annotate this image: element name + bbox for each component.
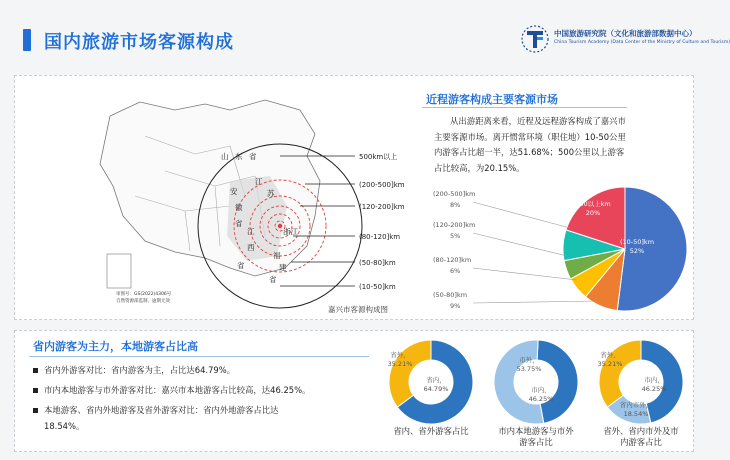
donut-slice-value: 53.75%	[516, 365, 542, 373]
title-divider	[29, 356, 369, 357]
bullet-text: 省内外游客对比：省内游客为主，占比达64.79%。	[44, 365, 236, 375]
province-label: 省	[249, 152, 257, 161]
cta-logo-icon	[520, 22, 550, 54]
donut-slice-value: 35.21%	[597, 360, 623, 368]
donut-slice-value: 64.79%	[423, 385, 449, 393]
ring-label: (200-500]km	[359, 181, 405, 189]
pie-leader-line	[473, 268, 577, 280]
donut-caption: 市内本地游客与市外游客占比	[498, 426, 574, 447]
bullet-item	[33, 402, 279, 418]
country-outline	[100, 100, 320, 276]
donut-slice-label: 省内市外，	[619, 401, 653, 409]
province-label: 省	[269, 275, 277, 284]
city-donut-chart	[491, 337, 581, 427]
section-title-distance: 近程游客构成主要客源市场	[426, 93, 558, 106]
jiaxing-marker	[278, 224, 282, 228]
province-label: 建	[279, 263, 287, 272]
province-label: 山	[221, 152, 229, 161]
province-label: 江	[247, 227, 255, 236]
province-label: 东	[235, 152, 243, 161]
province-label: 省	[237, 261, 245, 270]
donut-caption: 省内、省外游客占比	[393, 426, 469, 436]
donut-slice-label: 市外，	[519, 356, 539, 364]
page-title: 国内旅游市场客源构成	[44, 32, 234, 53]
province-label: 省	[235, 219, 243, 228]
distance-paragraph: 从出游距离来看，近程及远程游客构成了嘉兴市主要客源市场。离开惯常环境（职住地）10-50公里内游客占比超一半，达51.68%；500公里以上游客占比较高，为20.15%。	[434, 116, 626, 173]
donut-slice-label: 省外，	[390, 351, 410, 359]
pie-slice-value: 5%	[450, 232, 461, 240]
pie-slice	[617, 187, 687, 311]
pie-slice-label: 500以上km	[575, 200, 611, 208]
bullet-square	[33, 408, 38, 413]
province-label: 浙江	[283, 227, 298, 236]
donut-slice	[537, 340, 578, 423]
province-label: 徽	[235, 203, 243, 212]
title-accent-bar	[23, 29, 31, 51]
donut-slice-label: 市内，	[644, 376, 664, 384]
map-supervisor-note: 自然资源部监制，逾期无效	[116, 299, 170, 304]
page-header	[0, 0, 730, 80]
bullet-continuation: 18.54%。	[44, 421, 85, 431]
ring-label: (10-50]km	[359, 283, 396, 291]
pie-leader-line	[473, 233, 567, 256]
pie-slice-label: (10-50]km	[619, 238, 655, 246]
pie-leader-line	[473, 202, 570, 228]
donut-slice-label: 省内，	[426, 376, 446, 384]
pie-slice-label: (50-80]km	[433, 291, 468, 299]
source-distance-card	[14, 75, 694, 320]
province-label: 福	[273, 251, 281, 260]
map-caption: 嘉兴市客源构成图	[328, 305, 388, 314]
donut-caption: 省外、省内市外及市内游客占比	[603, 426, 679, 447]
pie-slice-label: (200-500]km	[433, 190, 476, 198]
pie-slice-value: 8%	[450, 201, 461, 209]
province-label: 安	[230, 187, 238, 196]
pie-slice-value: 9%	[450, 302, 461, 310]
province-label: 西	[247, 243, 255, 252]
donut-slice-value: 46.25%	[528, 395, 554, 403]
org-name-en: China Tourism Academy (Data Center of the Ministry of Culture and Tourism)	[554, 40, 730, 45]
pie-slice-label: (80-120]km	[433, 256, 472, 264]
province-donut-chart	[386, 337, 476, 427]
pie-slice-value: 52%	[629, 247, 645, 255]
bullet-text: 市内本地游客与市外游客对比：嘉兴市本地游客占比较高，达46.25%。	[44, 385, 311, 395]
three-way-donut-chart	[596, 337, 686, 427]
donut-slice	[494, 340, 544, 424]
pie-slice-label: (120-200]km	[433, 221, 476, 229]
title-divider	[422, 107, 627, 108]
bullet-square	[33, 368, 38, 373]
donut-slice-label: 市内，	[531, 386, 551, 394]
donut-slice-value: 35.21%	[387, 360, 413, 368]
ring-label: 500km以上	[359, 153, 398, 161]
map-approval-number: 审图号：GS(2022)4306号	[116, 292, 172, 297]
donut-slice-value: 46.25%	[641, 385, 667, 393]
ring-label: (80-120]km	[359, 233, 401, 241]
org-name-cn: 中国旅游研究院（文化和旅游部数据中心）	[554, 29, 697, 38]
section-title-local: 省内游客为主力，本地游客占比高	[33, 340, 198, 353]
ring-label: (50-80]km	[359, 259, 396, 267]
province-label: 苏	[267, 189, 275, 198]
province-label: 江	[255, 177, 263, 186]
donut-slice-value: 18.54%	[623, 410, 649, 418]
bullet-square	[33, 388, 38, 393]
bullet-item	[33, 382, 310, 398]
donut-slice-label: 省外，	[600, 351, 620, 359]
bullet-item	[33, 362, 235, 378]
pie-slice-value: 6%	[450, 267, 461, 275]
bullet-text: 本地游客、省内外地游客及省外游客对比：省内外地游客占比达	[44, 405, 279, 415]
distance-pie-chart	[415, 176, 690, 316]
ring-label: (120-200]km	[359, 203, 405, 211]
pie-leader-line	[473, 301, 597, 303]
pie-slice-value: 20%	[585, 209, 601, 217]
